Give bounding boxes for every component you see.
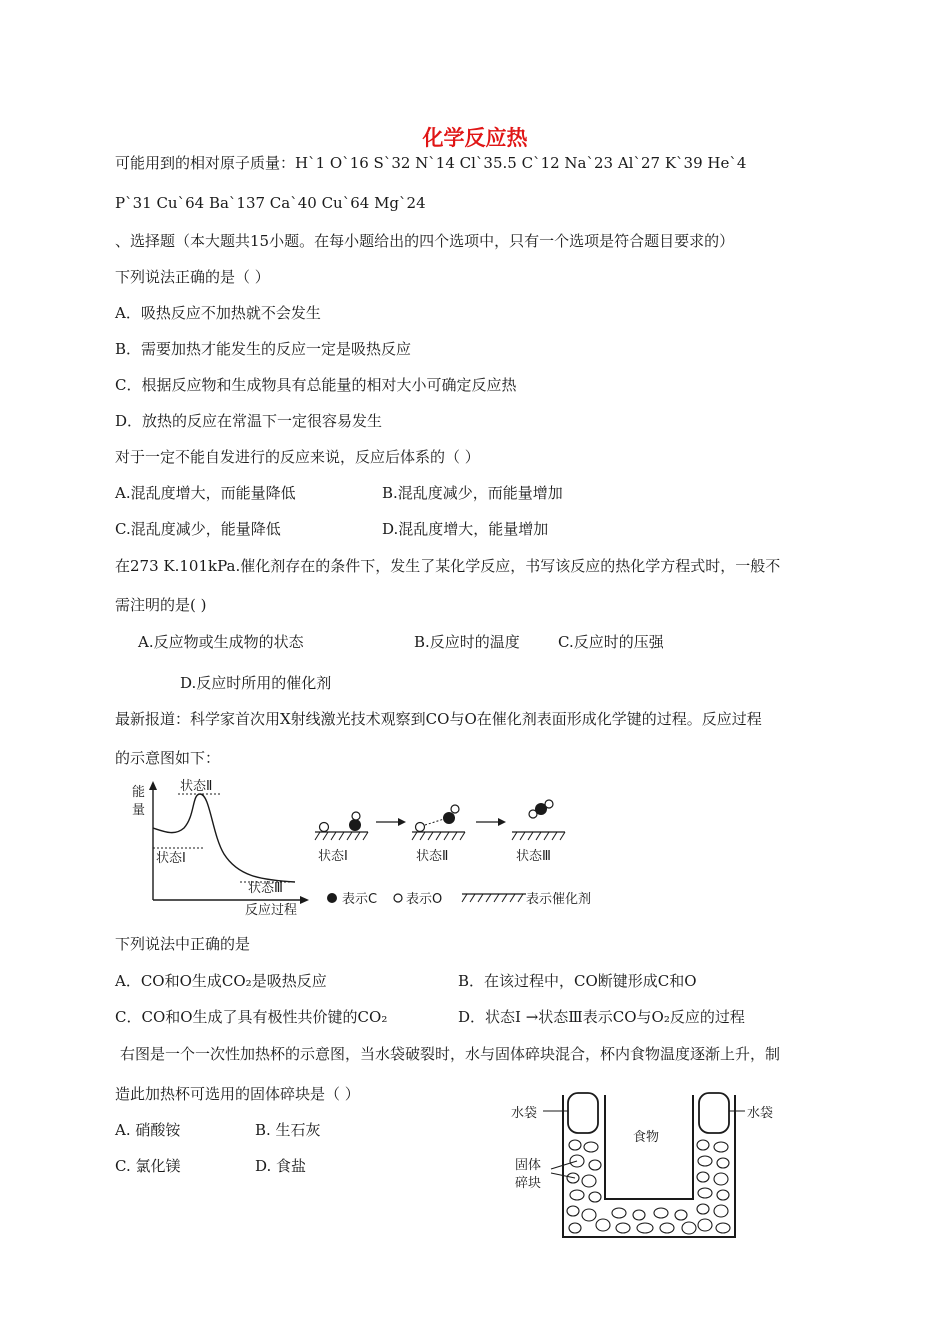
- energy-diagram: [132, 778, 309, 918]
- x-axis-label: 反应过程: [245, 903, 298, 918]
- q1-option-a: A．吸热反应不加热就不会发生: [115, 304, 321, 322]
- q3-stem-line-1: 在273 K.101kPa.催化剂存在的条件下，发生了某化学反应，书写该反应的热化学方程式时，一般不: [115, 557, 781, 575]
- q1-option-b: B．需要加热才能发生的反应一定是吸热反应: [115, 340, 412, 358]
- q1-option-d: D．放热的反应在常温下一定很容易发生: [115, 412, 383, 430]
- q1-option-c: C．根据反应物和生成物具有总能量的相对大小可确定反应热: [115, 376, 517, 394]
- q2-stem: 对于一定不能自发进行的反应来说，反应后体系的（ ）: [115, 448, 480, 466]
- figure-legend: [327, 891, 591, 907]
- q3-stem-line-2: 需注明的是( ): [115, 596, 207, 614]
- q5-option-d: D. 食盐: [255, 1157, 307, 1175]
- state-3-label: 状态Ⅲ: [516, 849, 551, 864]
- q2-option-c: C.混乱度减少，能量降低: [115, 520, 281, 538]
- q3-option-a: A.反应物或生成物的状态: [138, 633, 304, 651]
- q5-option-a: A. 硝酸铵: [115, 1121, 181, 1139]
- q4-option-c: C．CO和O生成了具有极性共价键的CO₂: [115, 1008, 388, 1026]
- q4-option-b: B．在该过程中，CO断键形成C和O: [458, 972, 697, 990]
- state-3-diagram: [512, 800, 565, 864]
- solid-label-2: 碎块: [515, 1176, 542, 1191]
- legend-catalyst-label: 表示催化剂: [526, 892, 592, 907]
- atomic-mass-line-2: P`31 Cu`64 Ba`137 Ca`40 Cu`64 Mg`24: [115, 194, 426, 212]
- q4-stem-line-1: 最新报道：科学家首次用X射线激光技术观察到CO与O在催化剂表面形成化学键的过程。反应过程: [115, 710, 762, 728]
- left-water-bag: [568, 1093, 598, 1133]
- right-water-bag-label: 水袋: [747, 1106, 774, 1121]
- arrow-right-icon: [398, 818, 406, 826]
- carbon-atom-icon: [443, 812, 455, 824]
- food-label: 食物: [633, 1130, 660, 1145]
- oxygen-atom-icon: [451, 805, 459, 813]
- page-title: 化学反应热: [422, 126, 528, 150]
- oxygen-atom-icon: [320, 823, 329, 832]
- energy-state-3-label: 状态Ⅲ: [248, 881, 283, 896]
- oxygen-atom-icon: [416, 823, 425, 832]
- arrow-right-icon: [498, 818, 506, 826]
- oxygen-atom-icon: [352, 812, 360, 820]
- q1-stem: 下列说法正确的是（ ）: [115, 268, 270, 286]
- solid-fragments: [567, 1140, 730, 1234]
- state-2-diagram: [412, 805, 465, 864]
- state-2-label: 状态Ⅱ: [416, 849, 449, 864]
- q4-stem-line-3: 下列说法中正确的是: [115, 935, 251, 953]
- atomic-mass-line-1: 可能用到的相对原子质量：H`1 O`16 S`32 N`14 Cl`35.5 C`12 Na`23 Al`27 K`39 He`4: [115, 154, 747, 172]
- q2-option-a: A.混乱度增大，而能量降低: [115, 484, 296, 502]
- energy-state-2-label: 状态Ⅱ: [180, 779, 213, 794]
- q5-option-b: B. 生石灰: [255, 1121, 321, 1139]
- q5-stem-line-1: 右图是一个一次性加热杯的示意图，当水袋破裂时，水与固体碎块混合，杯内食物温度逐渐上升，制: [120, 1045, 781, 1063]
- oxygen-legend-icon: [394, 894, 402, 902]
- heating-cup-figure: [505, 1085, 795, 1245]
- q3-option-b: B.反应时的温度: [414, 633, 520, 651]
- left-water-bag-label: 水袋: [511, 1106, 538, 1121]
- q4-option-a: A．CO和O生成CO₂是吸热反应: [115, 972, 327, 990]
- carbon-atom-icon: [349, 819, 361, 831]
- q2-option-d: D.混乱度增大，能量增加: [382, 520, 549, 538]
- right-water-bag: [699, 1093, 729, 1133]
- state-1-diagram: [315, 812, 368, 864]
- legend-oxygen-label: 表示O: [406, 892, 443, 907]
- q3-option-d: D.反应时所用的催化剂: [180, 674, 332, 692]
- q4-option-d: D．状态Ⅰ →状态Ⅲ表示CO与O₂反应的过程: [458, 1008, 745, 1026]
- solid-label-1: 固体: [515, 1158, 542, 1173]
- reaction-process-figure: [120, 778, 620, 918]
- q4-stem-line-2: 的示意图如下：: [115, 749, 221, 767]
- state-1-label: 状态Ⅰ: [318, 849, 348, 864]
- energy-state-1-label: 状态Ⅰ: [156, 851, 186, 866]
- q5-option-c: C. 氯化镁: [115, 1157, 181, 1175]
- oxygen-atom-icon: [545, 800, 553, 808]
- q5-stem-line-2: 造此加热杯可选用的固体碎块是（ ）: [115, 1085, 360, 1103]
- y-axis-label-bottom: 量: [132, 803, 146, 818]
- legend-carbon-label: 表示C: [342, 892, 378, 907]
- q3-option-c: C.反应时的压强: [558, 633, 664, 651]
- section-header: 、选择题（本大题共15小题。在每小题给出的四个选项中，只有一个选项是符合题目要求的）: [115, 232, 735, 250]
- y-axis-label-top: 能: [132, 785, 146, 800]
- carbon-legend-icon: [327, 893, 337, 903]
- q2-option-b: B.混乱度减少，而能量增加: [382, 484, 563, 502]
